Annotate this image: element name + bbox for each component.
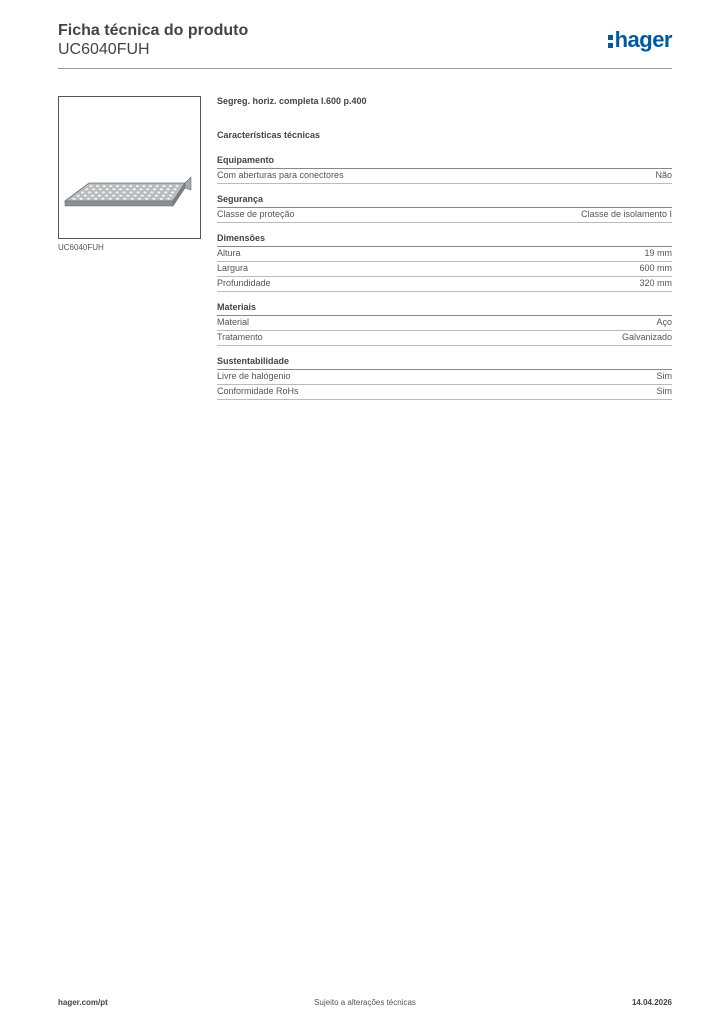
row-label: Material [217,317,250,327]
section-equipamento [217,155,672,184]
section-title: Sustentabilidade [217,356,672,370]
perforated-tray-icon [59,97,200,238]
row-value: 600 mm [639,263,672,273]
page-header [58,22,672,70]
footer-notice: Sujeito a alterações técnicas [314,998,416,1007]
logo-text: hager [614,27,672,52]
section-title: Dimensões [217,233,672,247]
section-dimensoes [217,233,672,292]
product-details [217,96,672,400]
header-divider [58,68,672,69]
section-sustentabilidade [217,356,672,400]
product-name: Segreg. horiz. completa l.600 p.400 [217,96,367,106]
table-row [217,208,672,223]
row-value: Não [655,170,672,180]
row-value: 19 mm [644,248,672,258]
table-row [217,385,672,400]
page-footer [58,998,672,1010]
row-value: Galvanizado [621,332,672,342]
row-value: Sim [656,371,672,381]
table-row [217,247,672,262]
product-code: UC6040FUH [58,41,150,58]
row-label: Profundidade [217,278,271,288]
footer-date: 14.04.2026 [631,998,672,1007]
section-materiais [217,302,672,346]
section-title: Materiais [217,302,672,316]
table-row [217,331,672,346]
document-title: Ficha técnica do produto [58,22,249,39]
table-row [217,169,672,184]
characteristics-heading: Características técnicas [217,130,321,140]
table-row [217,277,672,292]
row-value: Sim [656,386,672,396]
row-value: Classe de isolamento I [580,209,672,219]
footer-website: hager.com/pt [58,998,108,1007]
row-value: 320 mm [639,278,672,288]
hager-logo [608,28,672,52]
row-label: Altura [217,248,241,258]
table-row [217,370,672,385]
image-caption: UC6040FUH [58,243,104,252]
table-row [217,262,672,277]
product-image [58,96,201,239]
row-label: Com aberturas para conectores [217,170,344,180]
row-value: Aço [656,317,672,327]
section-title: Segurança [217,194,672,208]
row-label: Conformidade RoHs [217,386,299,396]
table-row [217,316,672,331]
row-label: Largura [217,263,249,273]
row-label: Classe de proteção [217,209,295,219]
row-label: Tratamento [217,332,263,342]
logo-dots-icon [608,33,614,49]
section-seguranca [217,194,672,223]
row-label: Livre de halógenio [217,371,291,381]
section-title: Equipamento [217,155,672,169]
